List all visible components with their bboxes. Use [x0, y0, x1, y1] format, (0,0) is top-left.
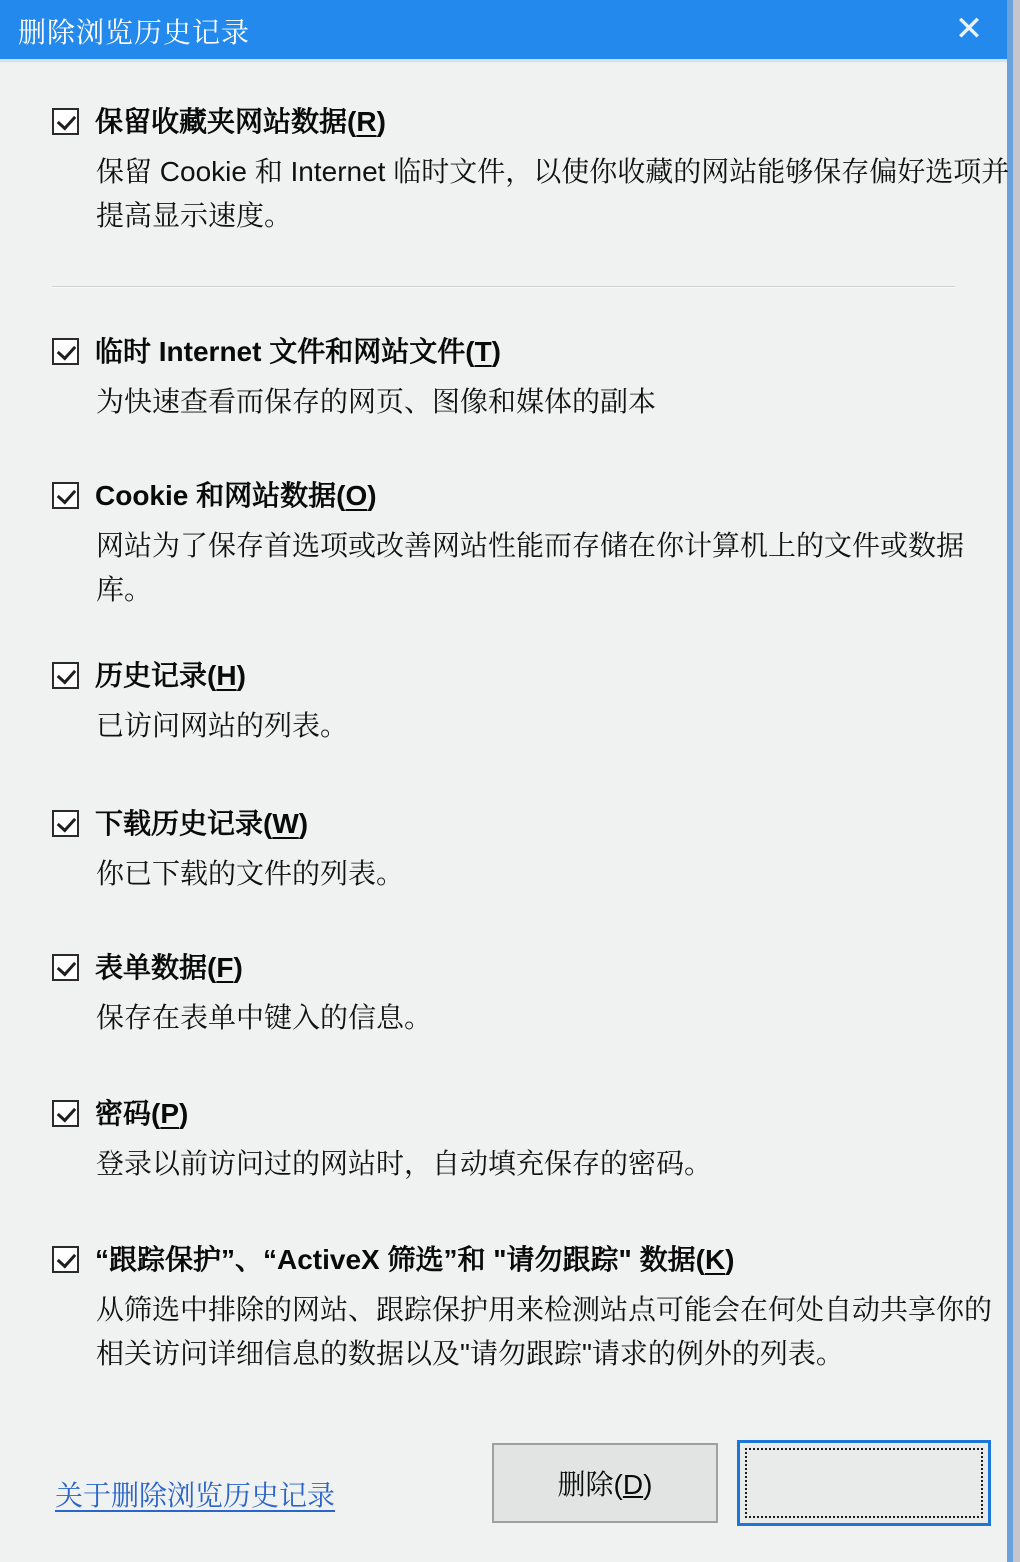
option-label-history[interactable]: 历史记录(H) — [95, 660, 246, 691]
option-label-tracking-protection[interactable]: “跟踪保护”、“ActiveX 筛选”和 "请勿跟踪" 数据(K) — [95, 1244, 735, 1275]
option-label-download-history[interactable]: 下载历史记录(W) — [95, 808, 309, 839]
option-desc-history: 已访问网站的列表。 — [96, 710, 349, 741]
option-form-data — [52, 952, 955, 1040]
option-row-cookies-site-data[interactable] — [52, 480, 955, 512]
option-temp-internet-files — [52, 336, 955, 424]
checkbox-cookies-site-data[interactable] — [52, 482, 79, 509]
option-label-passwords[interactable]: 密码(P) — [95, 1098, 189, 1129]
delete-button[interactable] — [492, 1443, 718, 1523]
checkbox-download-history[interactable] — [52, 810, 79, 837]
option-row-preserve-favorites[interactable] — [52, 106, 955, 138]
delete-button-label: 删除(D) — [557, 1469, 653, 1500]
option-preserve-favorites — [52, 106, 1010, 238]
checkbox-passwords[interactable] — [52, 1100, 79, 1127]
option-label-temp-internet-files[interactable]: 临时 Internet 文件和网站文件(T) — [95, 336, 501, 367]
section-divider — [52, 286, 955, 288]
option-cookies-site-data — [52, 480, 965, 612]
focus-rectangle — [745, 1448, 983, 1518]
dialog-title: 删除浏览历史记录 — [18, 17, 251, 48]
checkbox-form-data[interactable] — [52, 954, 79, 981]
checkbox-history[interactable] — [52, 662, 79, 689]
cancel-button-obscured[interactable] — [737, 1440, 991, 1526]
option-label-cookies-site-data[interactable]: Cookie 和网站数据(O) — [95, 480, 377, 511]
option-row-passwords[interactable] — [52, 1098, 955, 1130]
option-desc-download-history: 你已下载的文件的列表。 — [96, 858, 405, 889]
option-label-form-data[interactable]: 表单数据(F) — [95, 952, 243, 983]
option-desc-temp-internet-files: 为快速查看而保存的网页、图像和媒体的副本 — [96, 386, 657, 417]
option-desc-preserve-favorites: 保留 Cookie 和 Internet 临时文件，以使你收藏的网站能够保存偏好选项并提高显示速度。 — [96, 156, 1010, 231]
checkbox-preserve-favorites[interactable] — [52, 108, 79, 135]
close-icon[interactable]: ✕ — [954, 10, 984, 48]
about-delete-history-link[interactable]: 关于删除浏览历史记录 — [55, 1480, 336, 1511]
option-row-form-data[interactable] — [52, 952, 955, 984]
option-desc-form-data: 保存在表单中键入的信息。 — [96, 1002, 433, 1033]
option-row-download-history[interactable] — [52, 808, 955, 840]
titlebar — [0, 0, 1007, 62]
option-tracking-protection — [52, 1244, 993, 1376]
option-download-history — [52, 808, 955, 896]
option-desc-passwords: 登录以前访问过的网站时，自动填充保存的密码。 — [96, 1148, 713, 1179]
option-label-preserve-favorites[interactable]: 保留收藏夹网站数据(R) — [95, 106, 386, 137]
option-row-tracking-protection[interactable] — [52, 1244, 955, 1276]
checkbox-tracking-protection[interactable] — [52, 1246, 79, 1273]
option-desc-cookies-site-data: 网站为了保存首选项或改善网站性能而存储在你计算机上的文件或数据库。 — [96, 530, 965, 605]
option-row-temp-internet-files[interactable] — [52, 336, 955, 368]
option-passwords — [52, 1098, 955, 1186]
option-history — [52, 660, 955, 748]
option-row-history[interactable] — [52, 660, 955, 692]
checkbox-temp-internet-files[interactable] — [52, 338, 79, 365]
option-desc-tracking-protection: 从筛选中排除的网站、跟踪保护用来检测站点可能会在何处自动共享你的相关访问详细信息的数据以及"请勿跟踪"请求的例外的列表。 — [96, 1294, 993, 1369]
